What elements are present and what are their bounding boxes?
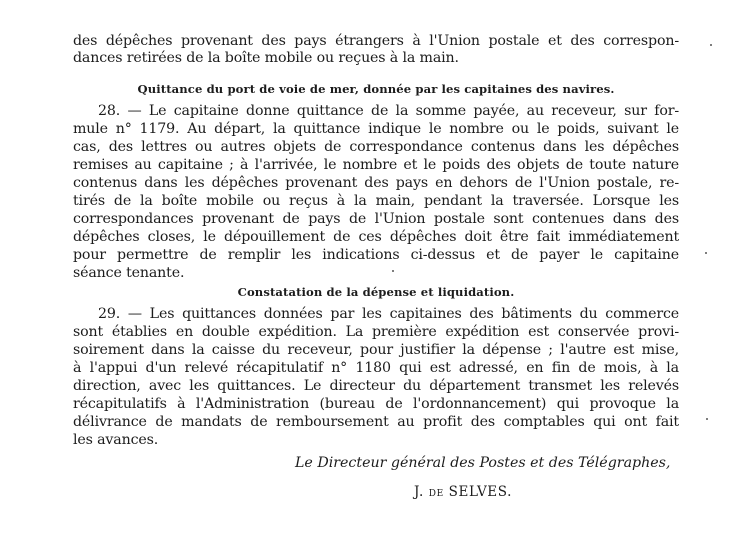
article-29-line-2: sont établies en double expédition. La première expédition est conservée provi- [73,324,679,340]
print-speck [705,252,707,254]
article-28-line-6: tirés de la boîte mobile ou reçus à la main, pendant la traversée. Lorsque les [73,193,679,209]
article-28-line-1: 28. — Le capitaine donne quittance de la somme payée, au receveur, sur for- [98,103,679,119]
article-28-line-5: contenus dans les dépêches provenant des pays en dehors de l'Union postale, re- [73,175,679,191]
article-28-line-7: correspondances provenant de pays de l'Union postale sont contenues dans des [73,211,679,227]
article-29-line-5: direction, avec les quittances. Le directeur du département transmet les relevés [73,378,679,394]
section-heading-quittance: Quittance du port de voie de mer, donnée par les capitaines des navires. [137,82,615,96]
intro-line-2: dances retirées de la boîte mobile ou reçues à la main. [73,50,459,66]
print-speck [706,418,708,420]
article-28-line-4: remises au capitaine ; à l'arrivée, le nombre et le poids des objets de toute nature [73,157,679,173]
article-29-line-3: soirement dans la caisse du receveur, pour justifier la dépense ; l'autre est mise, [73,342,679,358]
print-speck [392,270,394,272]
print-speck [710,44,712,46]
article-28-line-9: pour permettre de remplir les indications ci-dessus et de payer le capitaine [73,247,679,263]
article-29-line-7: délivrance de mandats de remboursement au profit des comptables qui ont fait [73,414,679,430]
article-28-line-3: cas, des lettres ou autres objets de correspondance contenus dans les dépêches [73,139,679,155]
article-28-line-10: séance tenante. [73,265,185,281]
signature-title: Le Directeur général des Postes et des Télégraphes, [295,455,671,471]
signature-name [414,482,614,502]
signature-surname: SELVES. [448,484,513,500]
article-28-line-2: mule n° 1179. Au départ, la quittance indique le nombre ou le poids, suivant le [73,121,679,137]
intro-line-1: des dépêches provenant des pays étrangers à l'Union postale et des correspon- [73,33,679,49]
article-28-line-8: dépêches closes, le dépouillement de ces dépêches doit être fait immédiatement [73,229,679,245]
section-heading-constatation: Constatation de la dépense et liquidation. [237,285,515,299]
signature-initial: J. [414,484,424,500]
article-29-line-4: à l'appui d'un relevé récapitulatif n° 1180 qui est adressé, en fin de mois, à la [73,360,679,376]
article-29-line-1: 29. — Les quittances données par les capitaines des bâtiments du commerce [98,306,679,322]
article-29-line-6: récapitulatifs à l'Administration (bureau de l'ordonnancement) qui provoque la [73,396,679,412]
article-29-line-8: les avances. [73,432,159,448]
signature-particle: de [428,484,444,500]
